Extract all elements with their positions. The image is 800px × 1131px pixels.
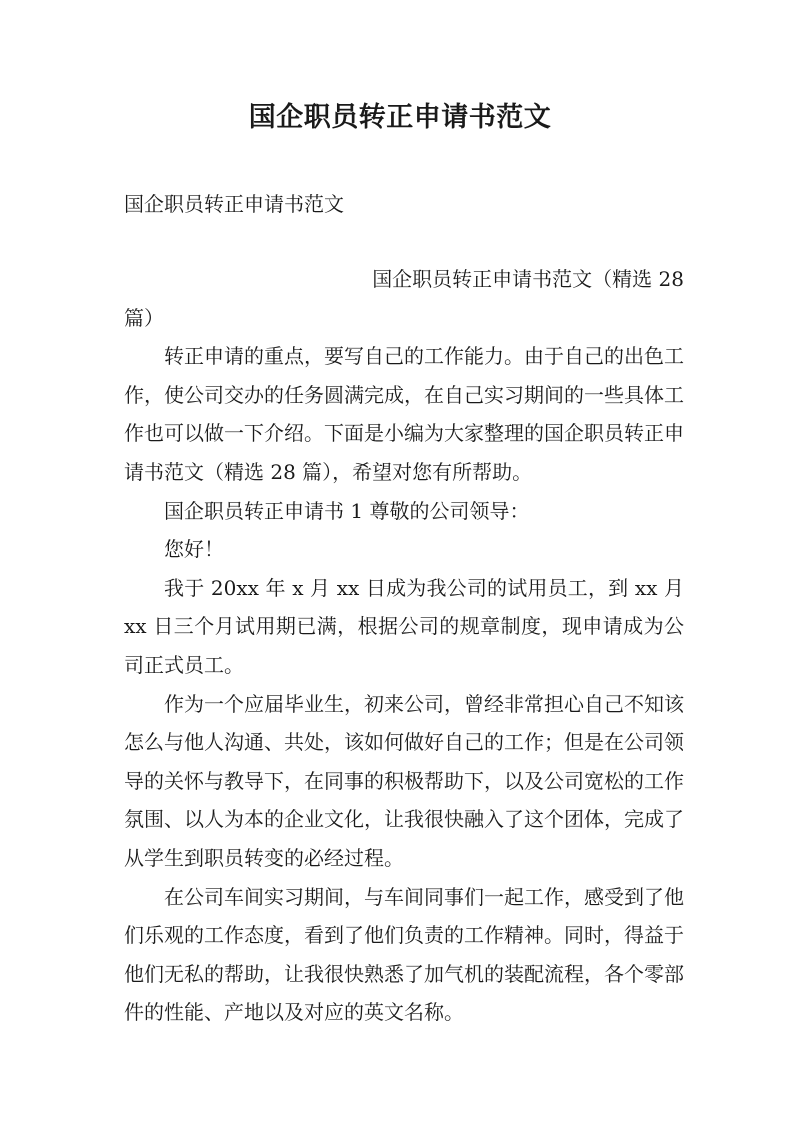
letter-heading: 国企职员转正申请书 1 尊敬的公司领导： [164, 498, 530, 523]
body-paragraph: 在公司车间实习期间，与车间同事们一起工作，感受到了他们乐观的工作态度，看到了他们负责的工作精神。同时，得益于他们无私的帮助，让我很快熟悉了加气机的装配流程，各个零部件的性能、产地以及对应的英文名称。 [124, 884, 684, 1025]
document-subtitle: 国企职员转正申请书范文 [124, 192, 344, 216]
body-paragraph: 作为一个应届毕业生，初来公司，曾经非常担心自己不知该怎么与他人沟通、共处，该如何做好自己的工作；但是在公司领导的关怀与教导下，在同事的积极帮助下，以及公司宽松的工作氛围、以人为本的企业文化，让我很快融入了这个团体，完成了从学生到职员转变的必经过程。 [124, 691, 684, 870]
heading-line: 国企职员转正申请书范文（精选 28 [372, 267, 684, 291]
document-title: 国企职员转正申请书范文 [248, 102, 552, 133]
heading-line-continuation: 篇） [124, 305, 164, 330]
greeting: 您好！ [164, 537, 224, 562]
body-paragraph: 我于 20xx 年 x 月 xx 日成为我公司的试用员工，到 xx 月 xx 日三个月试用期已满，根据公司的规章制度，现申请成为公司正式员工。 [124, 575, 684, 677]
intro-paragraph: 转正申请的重点，要写自己的工作能力。由于自己的出色工作，使公司交办的任务圆满完成，在自己实习期间的一些具体工作也可以做一下介绍。下面是小编为大家整理的国企职员转正申请书范文（精选 28 篇），希望对您有所帮助。 [124, 344, 684, 484]
document-body [124, 260, 684, 1032]
